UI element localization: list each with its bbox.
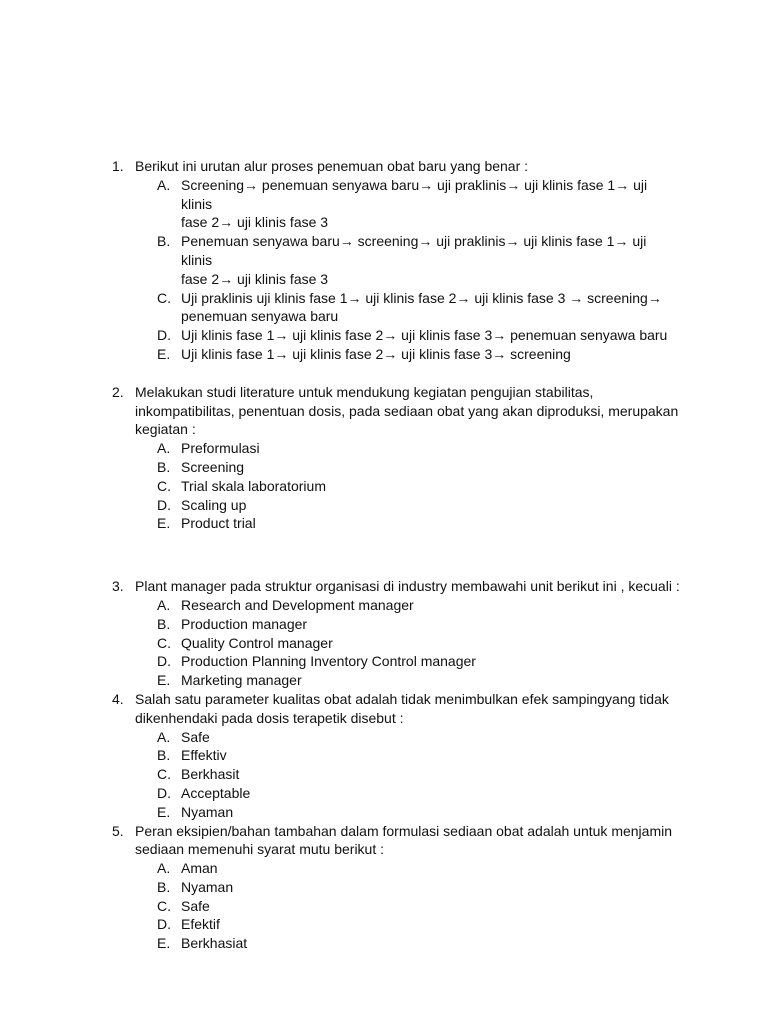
option-letter: C.: [157, 766, 171, 783]
option-text: Safe: [181, 897, 210, 914]
option-letter: C.: [157, 897, 171, 914]
question-text: Salah satu parameter kualitas obat adalah tidak menimbulkan efek sampingyang tidak dikenhendaki pada dosis terapetik disebut :: [135, 690, 669, 726]
option-letter: B.: [157, 747, 171, 764]
question-4: [0, 690, 768, 822]
question-3: [0, 577, 768, 690]
option-text: Effektiv: [181, 747, 227, 764]
option-text: Nyaman: [181, 803, 234, 820]
option-c: [0, 897, 768, 916]
option-letter: C.: [157, 634, 171, 651]
option-e: [0, 514, 768, 533]
option-letter: C.: [157, 477, 171, 494]
question-text: Plant manager pada struktur organisasi di industry membawahi unit berikut ini , kecuali :: [135, 578, 680, 595]
option-text: Nyaman: [181, 878, 234, 895]
option-text: Production manager: [181, 615, 308, 632]
option-a: [0, 176, 768, 232]
option-c: [0, 634, 768, 653]
option-b: [0, 746, 768, 765]
option-d: [0, 784, 768, 803]
option-letter: D.: [157, 653, 171, 670]
option-letter: D.: [157, 916, 171, 933]
option-text: Product trial: [181, 515, 256, 532]
option-text: Berkhasit: [181, 766, 240, 783]
option-text: Scaling up: [181, 496, 247, 513]
option-text: Quality Control manager: [181, 634, 333, 651]
option-a: [0, 728, 768, 747]
option-letter: E.: [157, 935, 171, 952]
option-text: Trial skala laboratorium: [181, 477, 326, 494]
option-letter: B.: [157, 458, 171, 475]
option-text: Safe: [181, 728, 210, 745]
option-b: [0, 878, 768, 897]
option-a: [0, 439, 768, 458]
option-letter: A.: [157, 440, 171, 457]
option-text: Aman: [181, 860, 218, 877]
option-b: [0, 232, 768, 288]
option-letter: B.: [157, 615, 171, 632]
option-e: [0, 934, 768, 953]
option-b: [0, 458, 768, 477]
option-letter: E.: [157, 803, 171, 820]
option-text: Penemuan senyawa baru→ screening→ uji praklinis→ uji klinis fase 1→ uji klinis fase 2→ uji klinis fase 3: [181, 233, 647, 287]
option-e: [0, 671, 768, 690]
option-a: [0, 859, 768, 878]
question-1: [0, 157, 768, 364]
option-text: Research and Development manager: [181, 596, 414, 613]
option-letter: C.: [157, 289, 171, 306]
option-text: Berkhasiat: [181, 935, 248, 952]
option-letter: D.: [157, 784, 171, 801]
option-c: [0, 289, 768, 327]
option-letter: D.: [157, 496, 171, 513]
question-2: [0, 383, 768, 533]
option-c: [0, 477, 768, 496]
question-text: Berikut ini urutan alur proses penemuan obat baru yang benar :: [135, 158, 529, 174]
question-text: Melakukan studi literature untuk mendukung kegiatan pengujian stabilitas, inkompatibilitas, penentuan dosis, pada sediaan obat yang akan diproduksi, merupakan kegiatan :: [135, 383, 679, 438]
question-5: [0, 822, 768, 954]
option-letter: B.: [157, 878, 171, 895]
option-text: Uji klinis fase 1→ uji klinis fase 2→ uji klinis fase 3→ screening: [181, 345, 571, 362]
document-page: [0, 157, 768, 953]
option-text: Production Planning Inventory Control manager: [181, 653, 476, 670]
option-text: Uji klinis fase 1→ uji klinis fase 2→ uji klinis fase 3→ penemuan senyawa baru: [181, 327, 668, 344]
option-text: Screening→ penemuan senyawa baru→ uji praklinis→ uji klinis fase 1→ uji klinis fase 2→ uji klinis fase 3: [181, 176, 648, 231]
question-number: 1.: [112, 158, 124, 174]
question-text: Peran eksipien/bahan tambahan dalam formulasi sediaan obat adalah untuk menjamin sediaan memenuhi syarat mutu berikut :: [135, 822, 673, 858]
option-letter: E.: [157, 515, 171, 532]
option-letter: B.: [157, 233, 171, 250]
question-number: 2.: [112, 383, 124, 400]
option-letter: D.: [157, 327, 171, 344]
option-text: Screening: [181, 458, 245, 475]
question-number: 3.: [112, 578, 124, 595]
option-letter: A.: [157, 596, 171, 613]
option-text: Efektif: [181, 916, 220, 933]
option-text: Marketing manager: [181, 672, 302, 689]
option-letter: E.: [157, 672, 171, 689]
option-d: [0, 652, 768, 671]
option-text: Preformulasi: [181, 440, 260, 457]
option-letter: A.: [157, 176, 171, 193]
option-d: [0, 915, 768, 934]
option-letter: A.: [157, 860, 171, 877]
option-text: Uji praklinis uji klinis fase 1→ uji klinis fase 2→ uji klinis fase 3 → screening→ penemuan senyawa baru: [181, 289, 662, 325]
option-letter: A.: [157, 728, 171, 745]
option-c: [0, 765, 768, 784]
option-d: [0, 496, 768, 515]
option-letter: E.: [157, 345, 171, 362]
question-number: 4.: [112, 690, 124, 707]
option-text: Acceptable: [181, 784, 251, 801]
option-b: [0, 615, 768, 634]
option-e: [0, 803, 768, 822]
option-a: [0, 596, 768, 615]
question-number: 5.: [112, 822, 124, 839]
option-e: [0, 345, 768, 364]
option-d: [0, 326, 768, 345]
